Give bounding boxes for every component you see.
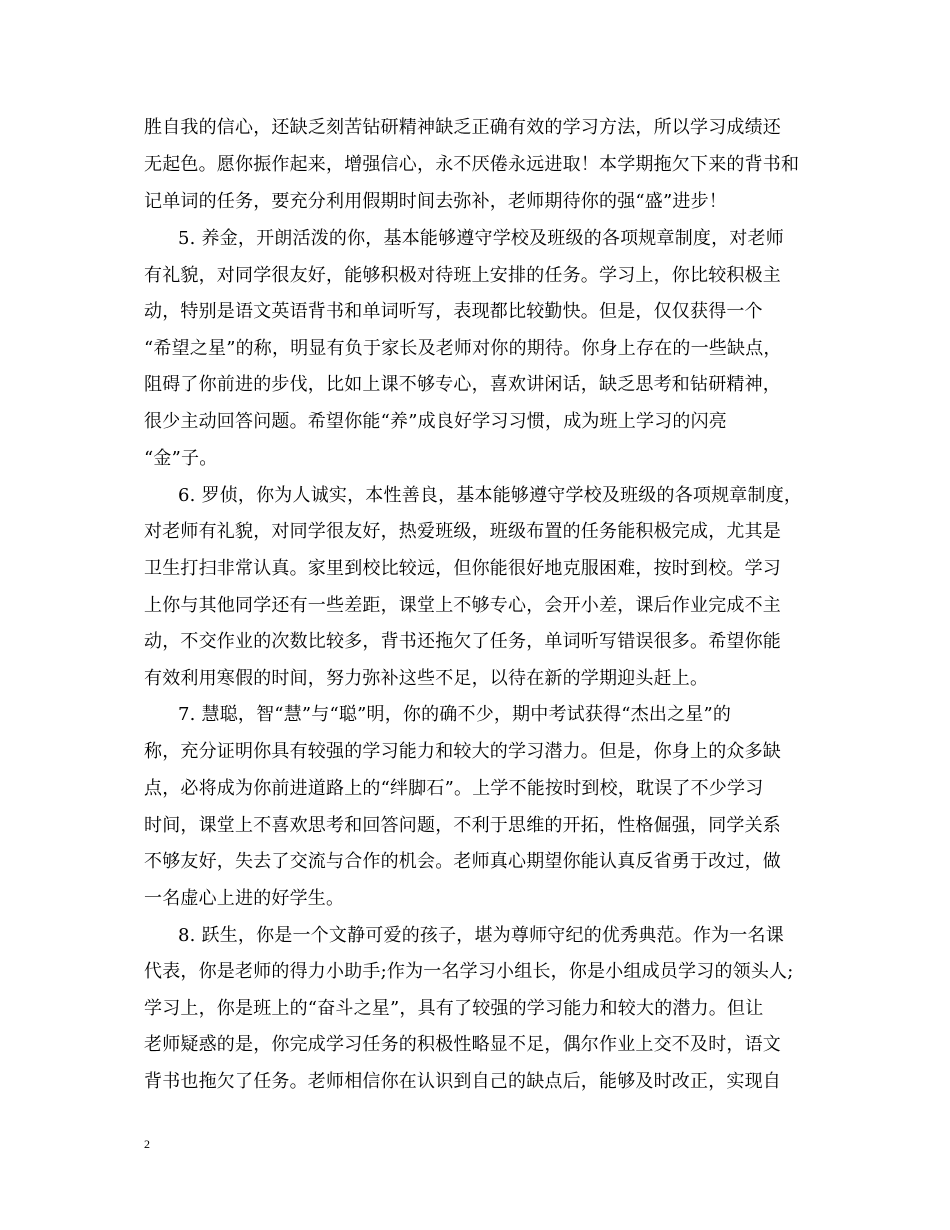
text-line: 动，特别是语文英语背书和单词听写，表现都比较勤快。但是，仅仅获得一个 — [144, 301, 763, 322]
paragraph-start-line: 6. 罗侦，你为人诚实，本性善良，基本能够遵守学校及班级的各项规章制度， — [178, 485, 803, 506]
text-line: 记单词的任务，要充分利用假期时间去弥补，老师期待你的强“盛”进步！ — [144, 191, 728, 212]
paragraph-start-line: 8. 跃生，你是一个文静可爱的孩子，堪为尊师守纪的优秀典范。作为一名课 — [178, 925, 784, 946]
text-line: 对老师有礼貌，对同学很友好，热爱班级，班级布置的任务能积极完成，尤其是 — [144, 521, 781, 542]
text-line: “希望之星”的称，明显有负于家长及老师对你的期待。你身上存在的一些缺点， — [144, 338, 782, 359]
text-line: 有礼貌，对同学很友好，能够积极对待班上安排的任务。学习上，你比较积极主 — [144, 265, 781, 286]
text-line: 阻碍了你前进的步伐，比如上课不够专心，喜欢讲闲话，缺乏思考和钻研精神， — [144, 374, 781, 395]
text-line: 一名虚心上进的好学生。 — [144, 888, 345, 909]
text-line: 时间，课堂上不喜欢思考和回答问题，不利于思维的开拓，性格倔强，同学关系 — [144, 815, 781, 836]
text-line: 很少主动回答问题。希望你能“养”成良好学习习惯，成为班上学习的闪亮 — [144, 411, 728, 432]
text-line: 不够友好，失去了交流与合作的机会。老师真心期望你能认真反省勇于改过，做 — [144, 851, 781, 872]
text-line: 称，充分证明你具有较强的学习能力和较大的学习潜力。但是，你身上的众多缺 — [144, 741, 781, 762]
text-line: “金”子。 — [144, 448, 218, 469]
page-number: 2 — [144, 1137, 150, 1151]
text-line: 有效利用寒假的时间，努力弥补这些不足，以待在新的学期迎头赶上。 — [144, 668, 709, 689]
paragraph-start-line: 5. 养金，开朗活泼的你，基本能够遵守学校及班级的各项规章制度，对老师 — [178, 228, 784, 249]
text-line: 无起色。愿你振作起来，增强信心，永不厌倦永远进取！本学期拖欠下来的背书和 — [144, 154, 800, 175]
text-line: 老师疑惑的是，你完成学习任务的积极性略显不足，偶尔作业上交不及时，语文 — [144, 1034, 781, 1055]
text-line: 上你与其他同学还有一些差距，课堂上不够专心，会开小差，课后作业完成不主 — [144, 595, 781, 616]
text-line: 动，不交作业的次数比较多，背书还拖欠了任务，单词听写错误很多。希望你能 — [144, 631, 781, 652]
text-line: 卫生打扫非常认真。家里到校比较远，但你能很好地克服困难，按时到校。学习 — [144, 558, 781, 579]
text-line: 学习上，你是班上的“奋斗之星”，具有了较强的学习能力和较大的潜力。但让 — [144, 998, 764, 1019]
text-line: 代表，你是老师的得力小助手;作为一名学习小组长，你是小组成员学习的领头人; — [144, 961, 794, 982]
text-line: 胜自我的信心，还缺乏刻苦钻研精神缺乏正确有效的学习方法，所以学习成绩还 — [144, 117, 781, 138]
paragraph-start-line: 7. 慧聪，智“慧”与“聪”明，你的确不少，期中考试获得“杰出之星”的 — [178, 704, 732, 725]
text-line: 背书也拖欠了任务。老师相信你在认识到自己的缺点后，能够及时改正，实现自 — [144, 1071, 781, 1092]
text-line: 点，必将成为你前进道路上的“绊脚石”。上学不能按时到校，耽误了不少学习 — [144, 778, 764, 799]
